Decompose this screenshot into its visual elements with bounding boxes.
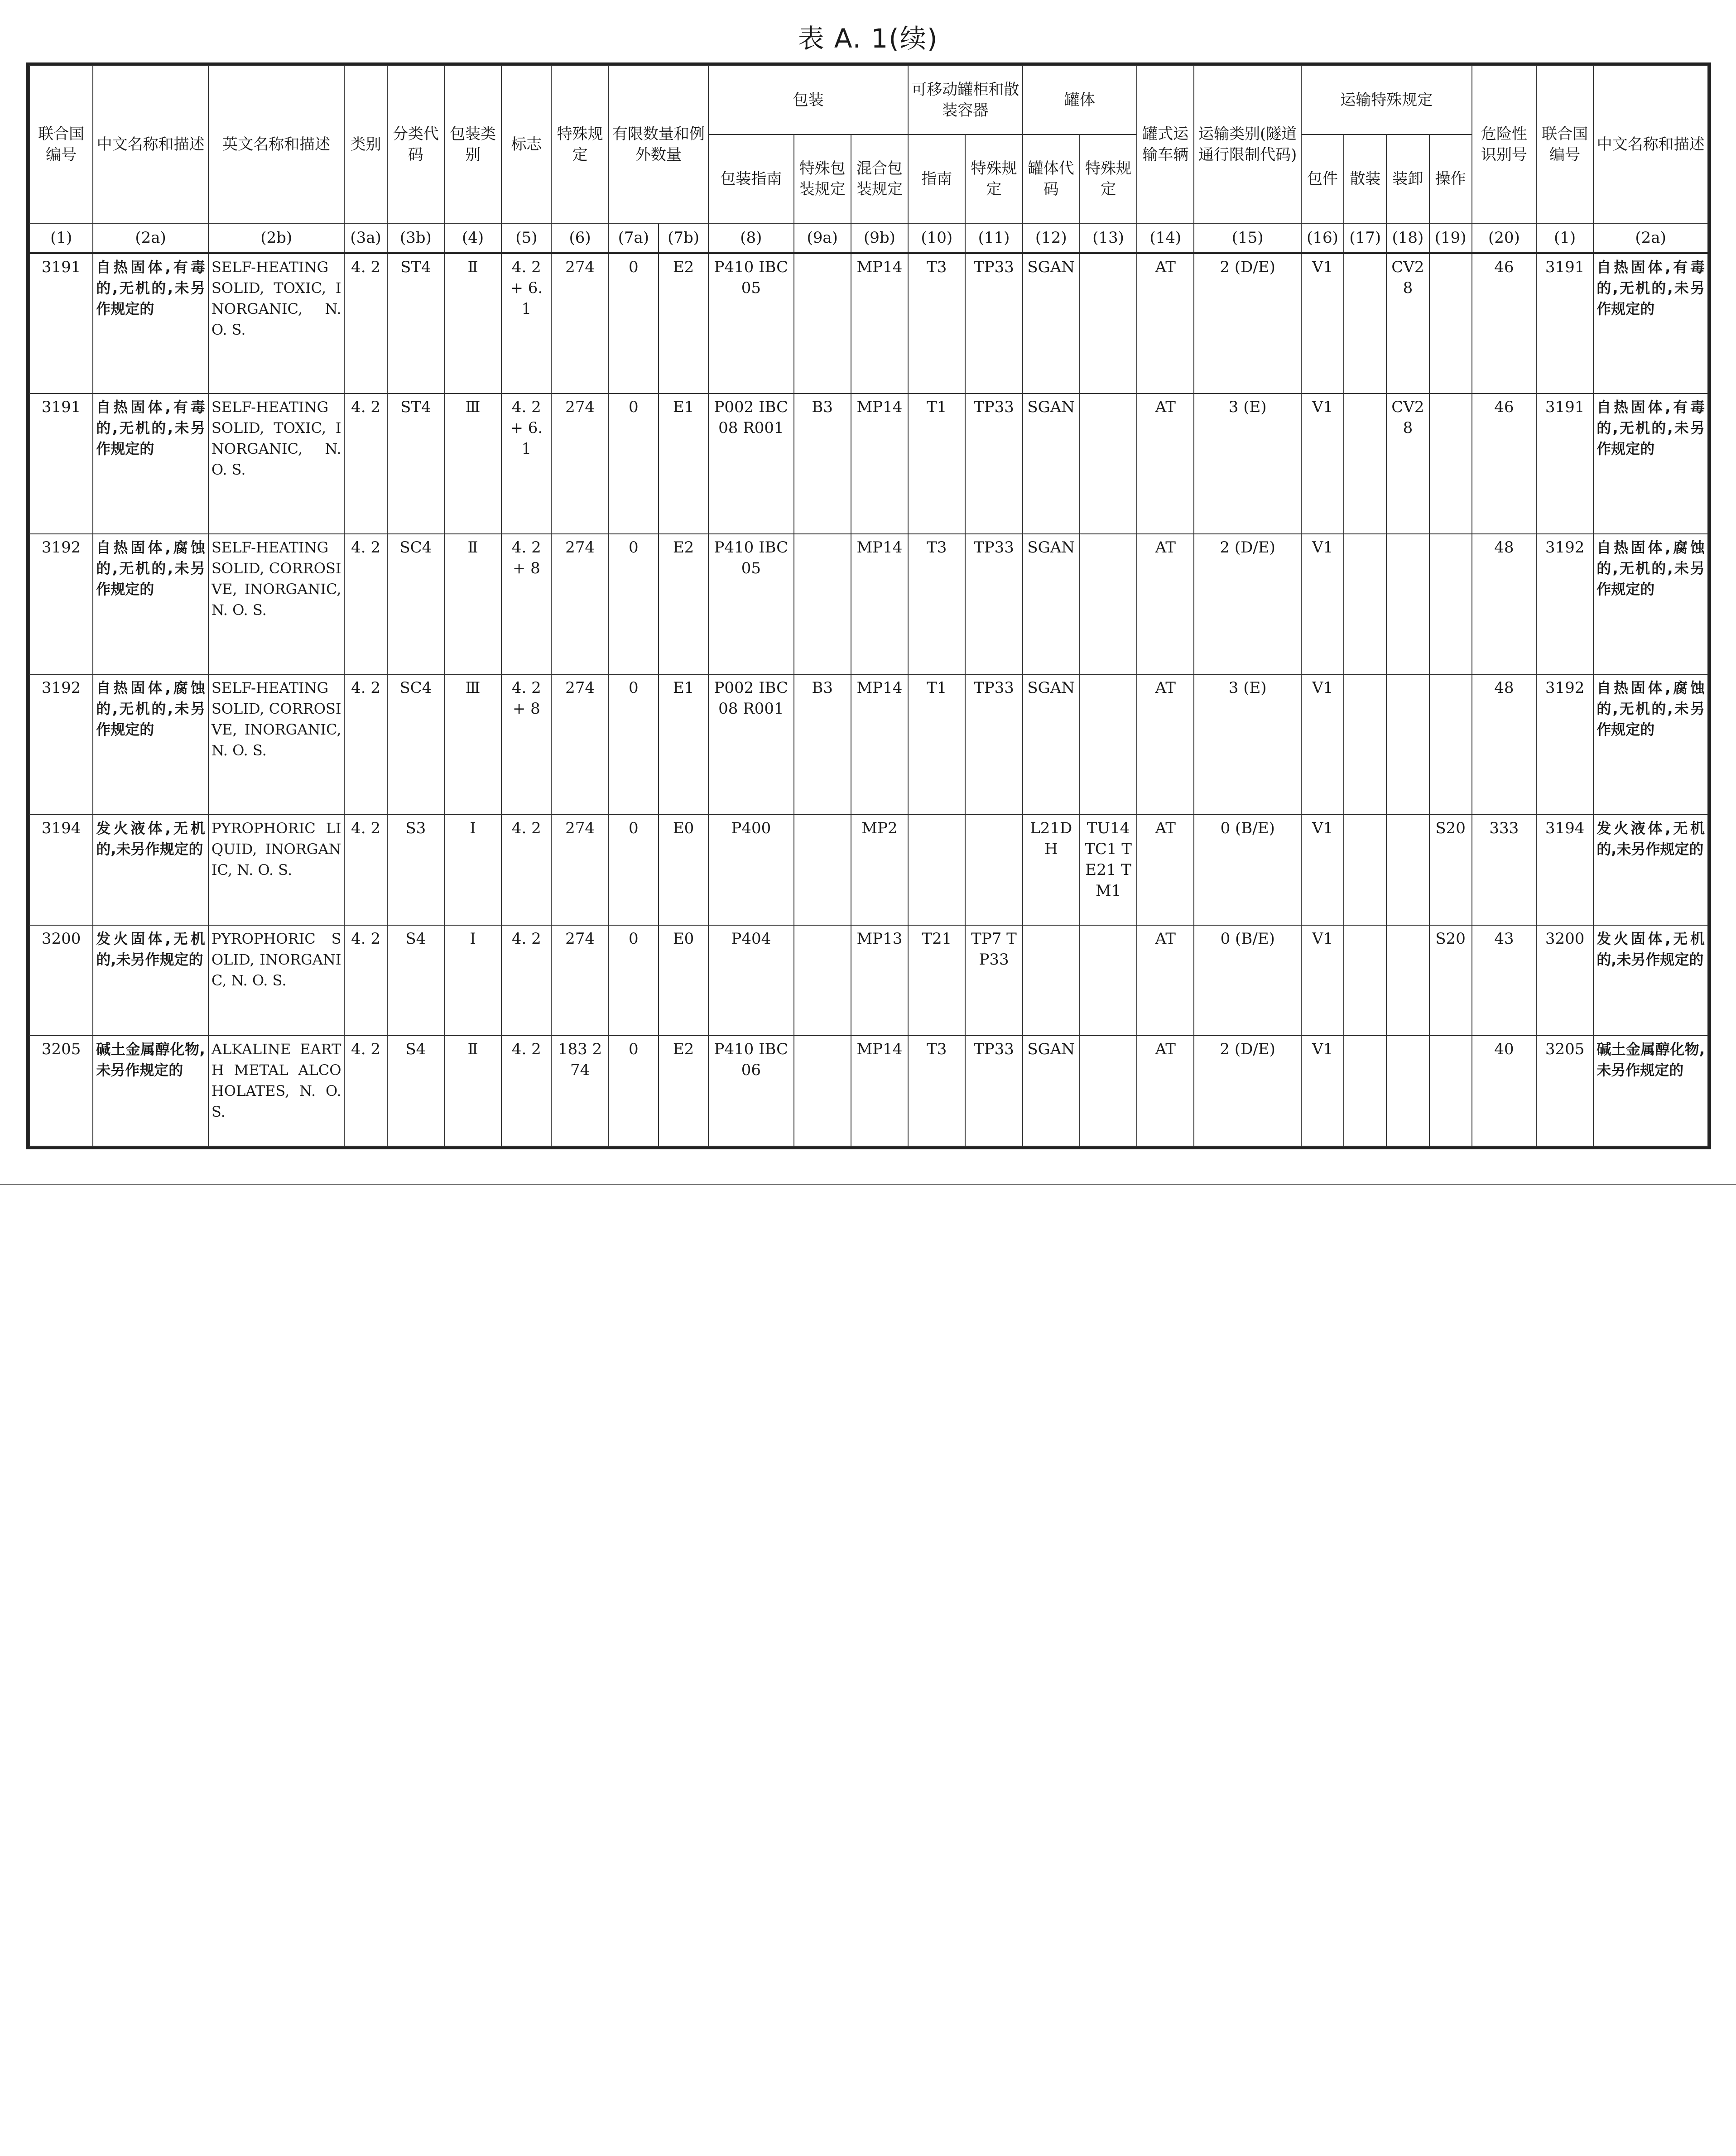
cell-labels: 4. 2 <box>501 925 551 1036</box>
column-number: (14) <box>1137 223 1194 253</box>
cell-special-provisions: 274 <box>551 534 608 674</box>
cell-un-no-repeat: 3194 <box>1536 815 1593 925</box>
cell-hazard-id: 46 <box>1472 394 1536 534</box>
cell-portable-tank-special: TP7 TP33 <box>965 925 1022 1036</box>
cell-portable-tank-instructions: T21 <box>908 925 965 1036</box>
header-tank-vehicle: 罐式运输车辆 <box>1137 66 1194 223</box>
cell-class: 4. 2 <box>344 925 387 1036</box>
cell-loading: CV28 <box>1386 253 1429 394</box>
cell-excepted-quantity: E0 <box>659 925 708 1036</box>
cell-labels: 4. 2 + 6. 1 <box>501 253 551 394</box>
column-number: (4) <box>444 223 501 253</box>
cell-class: 4. 2 <box>344 253 387 394</box>
cell-hazard-id: 46 <box>1472 253 1536 394</box>
table-row <box>29 815 1708 925</box>
cell-portable-tank-instructions: T1 <box>908 674 965 815</box>
cell-name-zh: 碱土金属醇化物,未另作规定的 <box>93 1036 208 1146</box>
column-number: (12) <box>1023 223 1080 253</box>
cell-packages: V1 <box>1301 534 1344 674</box>
cell-labels: 4. 2 <box>501 1036 551 1146</box>
cell-loading <box>1386 1036 1429 1146</box>
cell-hazard-id: 48 <box>1472 674 1536 815</box>
column-number: (6) <box>551 223 608 253</box>
table-title: 表 A. 1(续) <box>798 23 938 54</box>
cell-tank-code: SGAN <box>1023 674 1080 815</box>
column-number: (20) <box>1472 223 1536 253</box>
cell-name-zh: 自热固体,腐蚀的,无机的,未另作规定的 <box>93 534 208 674</box>
header-tank-special: 特殊规定 <box>1080 134 1137 223</box>
column-number: (5) <box>501 223 551 253</box>
cell-mixed-packing: MP14 <box>851 253 908 394</box>
column-number: (19) <box>1429 223 1472 253</box>
cell-operation <box>1429 253 1472 394</box>
header-un-no-repeat: 联合国编号 <box>1536 66 1593 223</box>
cell-mixed-packing: MP14 <box>851 1036 908 1146</box>
header-limited-quantity: 有限数量和例外数量 <box>609 66 708 223</box>
cell-un-no: 3192 <box>29 534 93 674</box>
cell-tank-vehicle: AT <box>1137 815 1194 925</box>
cell-class-code: ST4 <box>387 253 444 394</box>
cell-tank-special <box>1080 674 1137 815</box>
header-packages: 包件 <box>1301 134 1344 223</box>
column-number: (9a) <box>794 223 851 253</box>
cell-tank-vehicle: AT <box>1137 674 1194 815</box>
cell-class: 4. 2 <box>344 534 387 674</box>
cell-packing-group: Ⅰ <box>444 925 501 1036</box>
cell-un-no: 3200 <box>29 925 93 1036</box>
cell-packing-group: Ⅱ <box>444 253 501 394</box>
header-portable-tank-instructions: 指南 <box>908 134 965 223</box>
cell-tank-special <box>1080 925 1137 1036</box>
cell-tank-code: SGAN <box>1023 534 1080 674</box>
cell-tank-code: L21DH <box>1023 815 1080 925</box>
column-number: (2a) <box>1593 223 1708 253</box>
cell-tank-vehicle: AT <box>1137 1036 1194 1146</box>
cell-mixed-packing: MP14 <box>851 674 908 815</box>
dangerous-goods-table <box>29 65 1708 1147</box>
cell-excepted-quantity: E1 <box>659 394 708 534</box>
column-number: (16) <box>1301 223 1344 253</box>
cell-un-no: 3191 <box>29 253 93 394</box>
cell-special-provisions: 274 <box>551 925 608 1036</box>
cell-excepted-quantity: E2 <box>659 534 708 674</box>
header-tanks: 罐体 <box>1023 66 1137 134</box>
cell-name-en: SELF-HEATING SOLID, CORROSIVE, INORGANIC, N. O. S. <box>208 534 345 674</box>
cell-bulk <box>1344 674 1386 815</box>
cell-hazard-id: 333 <box>1472 815 1536 925</box>
cell-labels: 4. 2 + 8 <box>501 674 551 815</box>
header-loading: 装卸 <box>1386 134 1429 223</box>
cell-special-packing <box>794 534 851 674</box>
cell-excepted-quantity: E2 <box>659 1036 708 1146</box>
cell-name-en: SELF-HEATING SOLID, TOXIC, INORGANIC, N. O. S. <box>208 394 345 534</box>
dangerous-goods-table-frame <box>26 62 1711 1149</box>
cell-operation <box>1429 1036 1472 1146</box>
table-row <box>29 674 1708 815</box>
cell-portable-tank-special: TP33 <box>965 394 1022 534</box>
header-class: 类别 <box>344 66 387 223</box>
cell-class-code: S4 <box>387 1036 444 1146</box>
header-un-no: 联合国编号 <box>29 66 93 223</box>
cell-limited-quantity: 0 <box>609 534 659 674</box>
cell-labels: 4. 2 + 6. 1 <box>501 394 551 534</box>
cell-un-no-repeat: 3191 <box>1536 253 1593 394</box>
cell-mixed-packing: MP14 <box>851 394 908 534</box>
cell-special-packing <box>794 925 851 1036</box>
cell-operation <box>1429 394 1472 534</box>
cell-un-no-repeat: 3205 <box>1536 1036 1593 1146</box>
cell-packages: V1 <box>1301 925 1344 1036</box>
cell-loading <box>1386 534 1429 674</box>
cell-operation <box>1429 534 1472 674</box>
cell-transport-category: 2 (D/E) <box>1194 1036 1301 1146</box>
header-special-transport: 运输特殊规定 <box>1301 66 1472 134</box>
table-row <box>29 925 1708 1036</box>
header-packaging: 包装 <box>708 66 908 134</box>
cell-mixed-packing: MP2 <box>851 815 908 925</box>
cell-loading: CV28 <box>1386 394 1429 534</box>
header-packing-group: 包装类别 <box>444 66 501 223</box>
cell-limited-quantity: 0 <box>609 925 659 1036</box>
column-number: (7a) <box>609 223 659 253</box>
cell-bulk <box>1344 925 1386 1036</box>
cell-portable-tank-instructions: T1 <box>908 394 965 534</box>
header-hazard-id: 危险性识别号 <box>1472 66 1536 223</box>
table-header <box>29 66 1708 253</box>
cell-hazard-id: 43 <box>1472 925 1536 1036</box>
cell-labels: 4. 2 + 8 <box>501 534 551 674</box>
header-class-code: 分类代码 <box>387 66 444 223</box>
cell-tank-special <box>1080 534 1137 674</box>
column-number: (7b) <box>659 223 708 253</box>
header-labels: 标志 <box>501 66 551 223</box>
table-row <box>29 534 1708 674</box>
cell-un-no: 3205 <box>29 1036 93 1146</box>
cell-portable-tank-instructions: T3 <box>908 253 965 394</box>
cell-class: 4. 2 <box>344 674 387 815</box>
cell-packing-instructions: P410 IBC05 <box>708 534 793 674</box>
cell-un-no-repeat: 3191 <box>1536 394 1593 534</box>
cell-packing-group: Ⅲ <box>444 674 501 815</box>
cell-special-packing: B3 <box>794 674 851 815</box>
cell-hazard-id: 40 <box>1472 1036 1536 1146</box>
cell-excepted-quantity: E1 <box>659 674 708 815</box>
cell-transport-category: 0 (B/E) <box>1194 815 1301 925</box>
cell-name-zh: 自热固体,腐蚀的,无机的,未另作规定的 <box>93 674 208 815</box>
cell-limited-quantity: 0 <box>609 815 659 925</box>
cell-un-no-repeat: 3192 <box>1536 534 1593 674</box>
cell-tank-special <box>1080 253 1137 394</box>
cell-operation: S20 <box>1429 815 1472 925</box>
cell-portable-tank-special: TP33 <box>965 253 1022 394</box>
cell-name-zh: 自热固体,有毒的,无机的,未另作规定的 <box>93 253 208 394</box>
header-packing-instructions: 包装指南 <box>708 134 793 223</box>
cell-tank-special: TU14 TC1 TE21 TM1 <box>1080 815 1137 925</box>
cell-transport-category: 3 (E) <box>1194 394 1301 534</box>
cell-transport-category: 3 (E) <box>1194 674 1301 815</box>
cell-class: 4. 2 <box>344 815 387 925</box>
cell-mixed-packing: MP14 <box>851 534 908 674</box>
cell-limited-quantity: 0 <box>609 394 659 534</box>
cell-transport-category: 0 (B/E) <box>1194 925 1301 1036</box>
cell-name-zh-repeat: 发火固体,无机的,未另作规定的 <box>1593 925 1708 1036</box>
cell-name-en: SELF-HEATING SOLID, CORROSIVE, INORGANIC, N. O. S. <box>208 674 345 815</box>
header-transport-category: 运输类别(隧道通行限制代码) <box>1194 66 1301 223</box>
cell-tank-vehicle: AT <box>1137 534 1194 674</box>
cell-un-no-repeat: 3192 <box>1536 674 1593 815</box>
header-name-zh: 中文名称和描述 <box>93 66 208 223</box>
cell-bulk <box>1344 253 1386 394</box>
header-special-packing: 特殊包装规定 <box>794 134 851 223</box>
cell-loading <box>1386 674 1429 815</box>
cell-packages: V1 <box>1301 674 1344 815</box>
cell-name-zh: 自热固体,有毒的,无机的,未另作规定的 <box>93 394 208 534</box>
cell-un-no: 3191 <box>29 394 93 534</box>
cell-special-packing <box>794 815 851 925</box>
cell-name-zh-repeat: 自热固体,有毒的,无机的,未另作规定的 <box>1593 394 1708 534</box>
cell-bulk <box>1344 394 1386 534</box>
cell-portable-tank-special <box>965 815 1022 925</box>
cell-special-provisions: 274 <box>551 674 608 815</box>
cell-name-en: PYROPHORIC SOLID, INORGANIC, N. O. S. <box>208 925 345 1036</box>
header-name-en: 英文名称和描述 <box>208 66 345 223</box>
cell-loading <box>1386 815 1429 925</box>
cell-transport-category: 2 (D/E) <box>1194 534 1301 674</box>
column-number: (8) <box>708 223 793 253</box>
cell-bulk <box>1344 534 1386 674</box>
cell-excepted-quantity: E2 <box>659 253 708 394</box>
cell-packing-instructions: P002 IBC08 R001 <box>708 394 793 534</box>
cell-packages: V1 <box>1301 253 1344 394</box>
cell-limited-quantity: 0 <box>609 674 659 815</box>
cell-packing-group: Ⅲ <box>444 394 501 534</box>
column-number: (15) <box>1194 223 1301 253</box>
cell-name-zh: 发火液体,无机的,未另作规定的 <box>93 815 208 925</box>
cell-tank-code: SGAN <box>1023 394 1080 534</box>
table-body <box>29 253 1708 1146</box>
cell-tank-code: SGAN <box>1023 1036 1080 1146</box>
table-row <box>29 1036 1708 1146</box>
cell-name-zh-repeat: 碱土金属醇化物,未另作规定的 <box>1593 1036 1708 1146</box>
cell-mixed-packing: MP13 <box>851 925 908 1036</box>
cell-un-no: 3194 <box>29 815 93 925</box>
header-portable-tanks: 可移动罐柜和散装容器 <box>908 66 1023 134</box>
column-number: (3b) <box>387 223 444 253</box>
cell-excepted-quantity: E0 <box>659 815 708 925</box>
cell-bulk <box>1344 1036 1386 1146</box>
cell-tank-code <box>1023 925 1080 1036</box>
cell-labels: 4. 2 <box>501 815 551 925</box>
cell-special-packing: B3 <box>794 394 851 534</box>
cell-packing-instructions: P410 IBC06 <box>708 1036 793 1146</box>
cell-special-provisions: 274 <box>551 253 608 394</box>
cell-class: 4. 2 <box>344 394 387 534</box>
table-row <box>29 394 1708 534</box>
header-tank-code: 罐体代码 <box>1023 134 1080 223</box>
cell-packing-group: Ⅱ <box>444 1036 501 1146</box>
header-special-provisions: 特殊规定 <box>551 66 608 223</box>
cell-portable-tank-special: TP33 <box>965 534 1022 674</box>
cell-packages: V1 <box>1301 815 1344 925</box>
cell-packing-instructions: P400 <box>708 815 793 925</box>
cell-name-en: SELF-HEATING SOLID, TOXIC, INORGANIC, N. O. S. <box>208 253 345 394</box>
cell-name-en: ALKALINE EARTH METAL ALCOHOLATES, N. O. S. <box>208 1036 345 1146</box>
cell-class-code: SC4 <box>387 534 444 674</box>
cell-limited-quantity: 0 <box>609 1036 659 1146</box>
cell-name-zh-repeat: 发火液体,无机的,未另作规定的 <box>1593 815 1708 925</box>
cell-un-no-repeat: 3200 <box>1536 925 1593 1036</box>
cell-tank-special <box>1080 394 1137 534</box>
cell-special-packing <box>794 1036 851 1146</box>
cell-tank-vehicle: AT <box>1137 394 1194 534</box>
column-number-row <box>29 223 1708 253</box>
header-mixed-packing: 混合包装规定 <box>851 134 908 223</box>
cell-name-zh-repeat: 自热固体,腐蚀的,无机的,未另作规定的 <box>1593 534 1708 674</box>
header-portable-tank-special: 特殊规定 <box>965 134 1022 223</box>
column-number: (2b) <box>208 223 345 253</box>
cell-packages: V1 <box>1301 394 1344 534</box>
cell-name-zh: 发火固体,无机的,未另作规定的 <box>93 925 208 1036</box>
header-bulk: 散装 <box>1344 134 1386 223</box>
column-number: (11) <box>965 223 1022 253</box>
cell-special-packing <box>794 253 851 394</box>
cell-portable-tank-special: TP33 <box>965 1036 1022 1146</box>
column-number: (17) <box>1344 223 1386 253</box>
cell-portable-tank-instructions: T3 <box>908 1036 965 1146</box>
header-operation: 操作 <box>1429 134 1472 223</box>
cell-tank-code: SGAN <box>1023 253 1080 394</box>
column-number: (3a) <box>344 223 387 253</box>
cell-packing-instructions: P002 IBC08 R001 <box>708 674 793 815</box>
cell-hazard-id: 48 <box>1472 534 1536 674</box>
cell-packing-instructions: P410 IBC05 <box>708 253 793 394</box>
cell-packing-group: Ⅱ <box>444 534 501 674</box>
column-number: (9b) <box>851 223 908 253</box>
cell-bulk <box>1344 815 1386 925</box>
cell-name-zh-repeat: 自热固体,腐蚀的,无机的,未另作规定的 <box>1593 674 1708 815</box>
table-row <box>29 253 1708 394</box>
cell-packages: V1 <box>1301 1036 1344 1146</box>
cell-special-provisions: 183 274 <box>551 1036 608 1146</box>
cell-packing-group: Ⅰ <box>444 815 501 925</box>
page-divider-line <box>0 1184 1736 1185</box>
cell-name-en: PYROPHORIC LIQUID, INORGANIC, N. O. S. <box>208 815 345 925</box>
column-number: (1) <box>1536 223 1593 253</box>
column-number: (18) <box>1386 223 1429 253</box>
cell-tank-vehicle: AT <box>1137 253 1194 394</box>
cell-un-no: 3192 <box>29 674 93 815</box>
cell-tank-vehicle: AT <box>1137 925 1194 1036</box>
cell-operation: S20 <box>1429 925 1472 1036</box>
cell-class: 4. 2 <box>344 1036 387 1146</box>
column-number: (10) <box>908 223 965 253</box>
cell-name-zh-repeat: 自热固体,有毒的,无机的,未另作规定的 <box>1593 253 1708 394</box>
cell-transport-category: 2 (D/E) <box>1194 253 1301 394</box>
cell-portable-tank-special: TP33 <box>965 674 1022 815</box>
cell-loading <box>1386 925 1429 1036</box>
cell-portable-tank-instructions: T3 <box>908 534 965 674</box>
cell-class-code: S3 <box>387 815 444 925</box>
cell-class-code: ST4 <box>387 394 444 534</box>
cell-operation <box>1429 674 1472 815</box>
cell-limited-quantity: 0 <box>609 253 659 394</box>
cell-special-provisions: 274 <box>551 815 608 925</box>
cell-portable-tank-instructions <box>908 815 965 925</box>
cell-packing-instructions: P404 <box>708 925 793 1036</box>
column-number: (2a) <box>93 223 208 253</box>
header-name-zh-repeat: 中文名称和描述 <box>1593 66 1708 223</box>
cell-class-code: S4 <box>387 925 444 1036</box>
column-number: (1) <box>29 223 93 253</box>
cell-class-code: SC4 <box>387 674 444 815</box>
cell-special-provisions: 274 <box>551 394 608 534</box>
column-number: (13) <box>1080 223 1137 253</box>
cell-tank-special <box>1080 1036 1137 1146</box>
